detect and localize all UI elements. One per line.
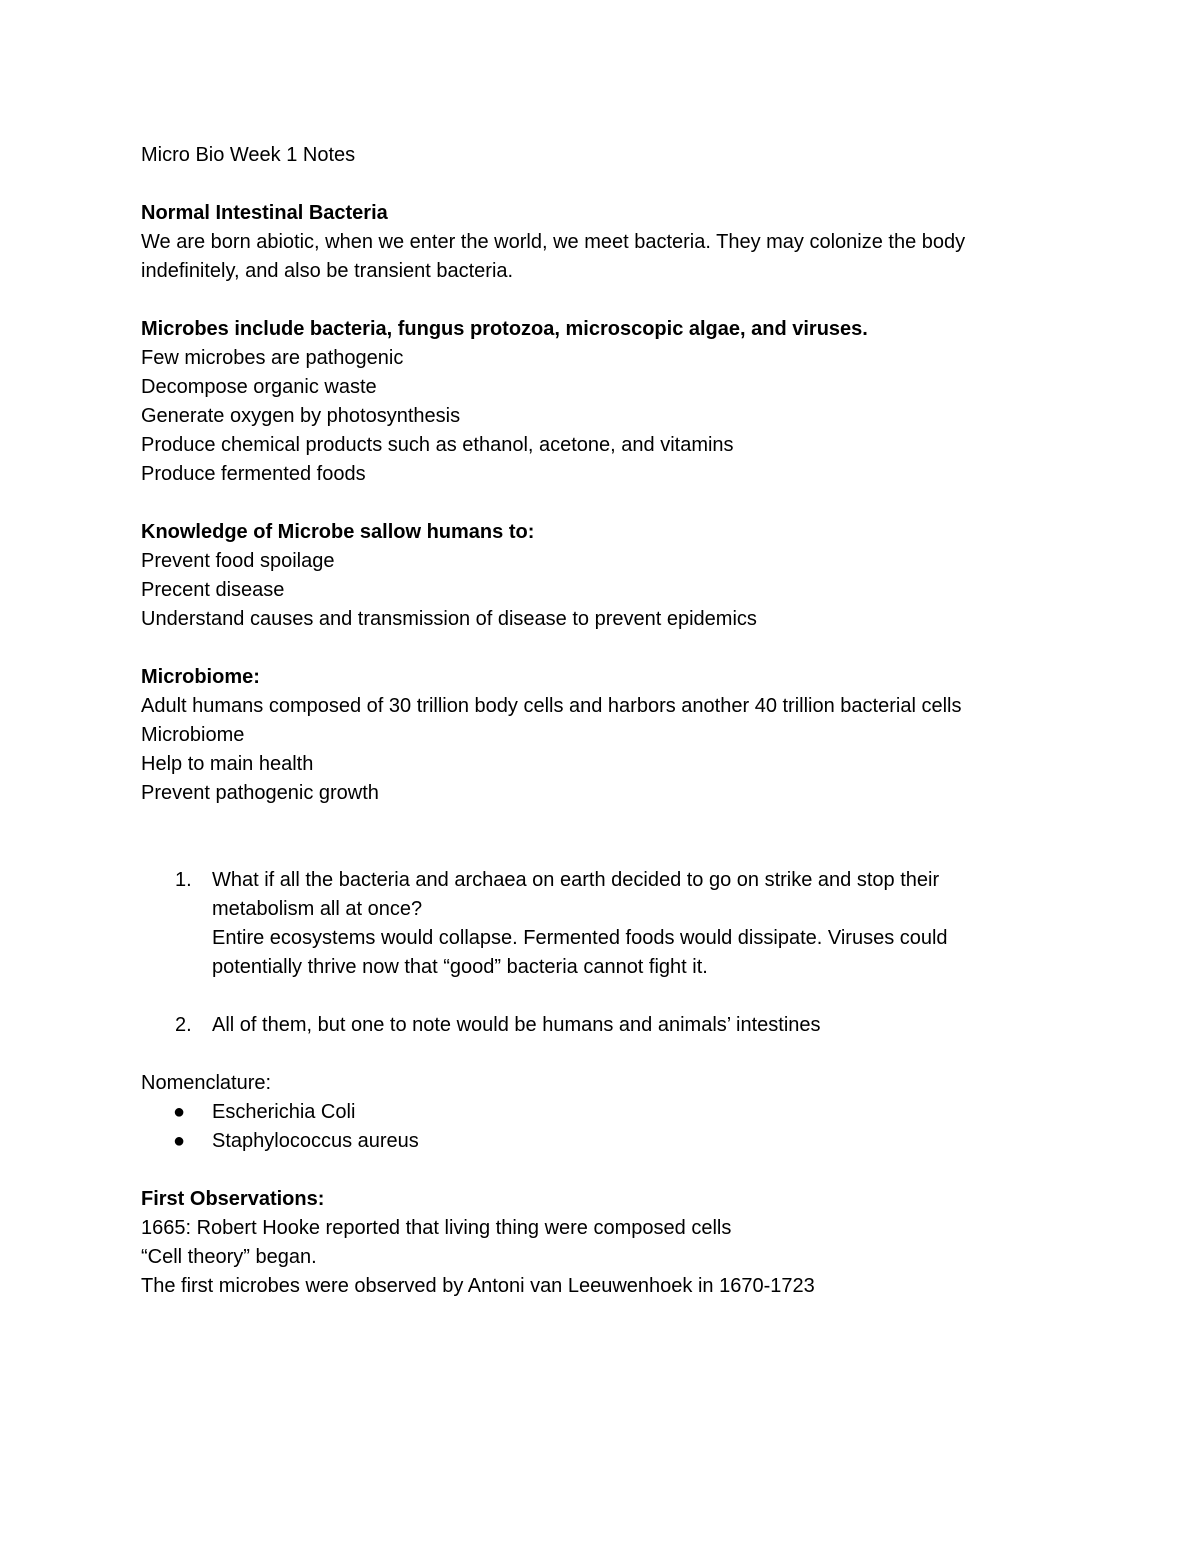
document-title: Micro Bio Week 1 Notes — [141, 144, 356, 166]
paragraph-line: Microbiome — [141, 724, 245, 746]
paragraph-line: Precent disease — [141, 579, 285, 601]
heading-first-observations: First Observations: — [141, 1188, 325, 1210]
paragraph-line: Produce chemical products such as ethanol, acetone, and vitamins — [141, 434, 734, 456]
paragraph-line: Few microbes are pathogenic — [141, 347, 404, 369]
list-number: 1. — [175, 869, 192, 891]
list-item-line: Staphylococcus aureus — [212, 1130, 419, 1152]
list-item-line: metabolism all at once? — [212, 898, 423, 920]
heading-microbes: Microbes include bacteria, fungus protozoa, microscopic algae, and viruses. — [141, 318, 868, 340]
paragraph-line: “Cell theory” began. — [141, 1246, 317, 1268]
paragraph-line: Prevent pathogenic growth — [141, 782, 379, 804]
paragraph-line: We are born abiotic, when we enter the world, we meet bacteria. They may colonize the body — [141, 231, 966, 253]
bullet-icon: ● — [173, 1101, 186, 1123]
list-item-line: Escherichia Coli — [212, 1101, 356, 1123]
numbered-list-item — [141, 1011, 1061, 1040]
heading-microbiome: Microbiome: — [141, 666, 260, 688]
list-item-line: What if all the bacteria and archaea on earth decided to go on strike and stop their — [212, 869, 940, 891]
paragraph-line: Help to main health — [141, 753, 314, 775]
list-number: 2. — [175, 1014, 192, 1036]
paragraph-line: indefinitely, and also be transient bacteria. — [141, 260, 514, 282]
heading-nomenclature: Nomenclature: — [141, 1072, 272, 1094]
paragraph-line: Generate oxygen by photosynthesis — [141, 405, 461, 427]
document-page — [141, 141, 1061, 1301]
paragraph-line: Adult humans composed of 30 trillion body cells and harbors another 40 trillion bacterial cells — [141, 695, 962, 717]
bullet-list-item — [141, 1098, 1061, 1127]
list-item-line: All of them, but one to note would be humans and animals’ intestines — [212, 1014, 821, 1036]
list-item-line: potentially thrive now that “good” bacteria cannot fight it. — [212, 956, 708, 978]
paragraph-line: Produce fermented foods — [141, 463, 366, 485]
paragraph-line: Decompose organic waste — [141, 376, 377, 398]
bullet-list-item — [141, 1127, 1061, 1156]
bullet-icon: ● — [173, 1130, 186, 1152]
paragraph-line: The first microbes were observed by Antoni van Leeuwenhoek in 1670-1723 — [141, 1275, 815, 1297]
heading-intestinal-bacteria: Normal Intestinal Bacteria — [141, 202, 388, 224]
numbered-list-item — [141, 866, 1061, 982]
paragraph-line: 1665: Robert Hooke reported that living thing were composed cells — [141, 1217, 732, 1239]
paragraph-line: Understand causes and transmission of disease to prevent epidemics — [141, 608, 757, 630]
heading-knowledge: Knowledge of Microbe sallow humans to: — [141, 521, 535, 543]
paragraph-line: Prevent food spoilage — [141, 550, 335, 572]
list-item-line: Entire ecosystems would collapse. Fermented foods would dissipate. Viruses could — [212, 927, 948, 949]
